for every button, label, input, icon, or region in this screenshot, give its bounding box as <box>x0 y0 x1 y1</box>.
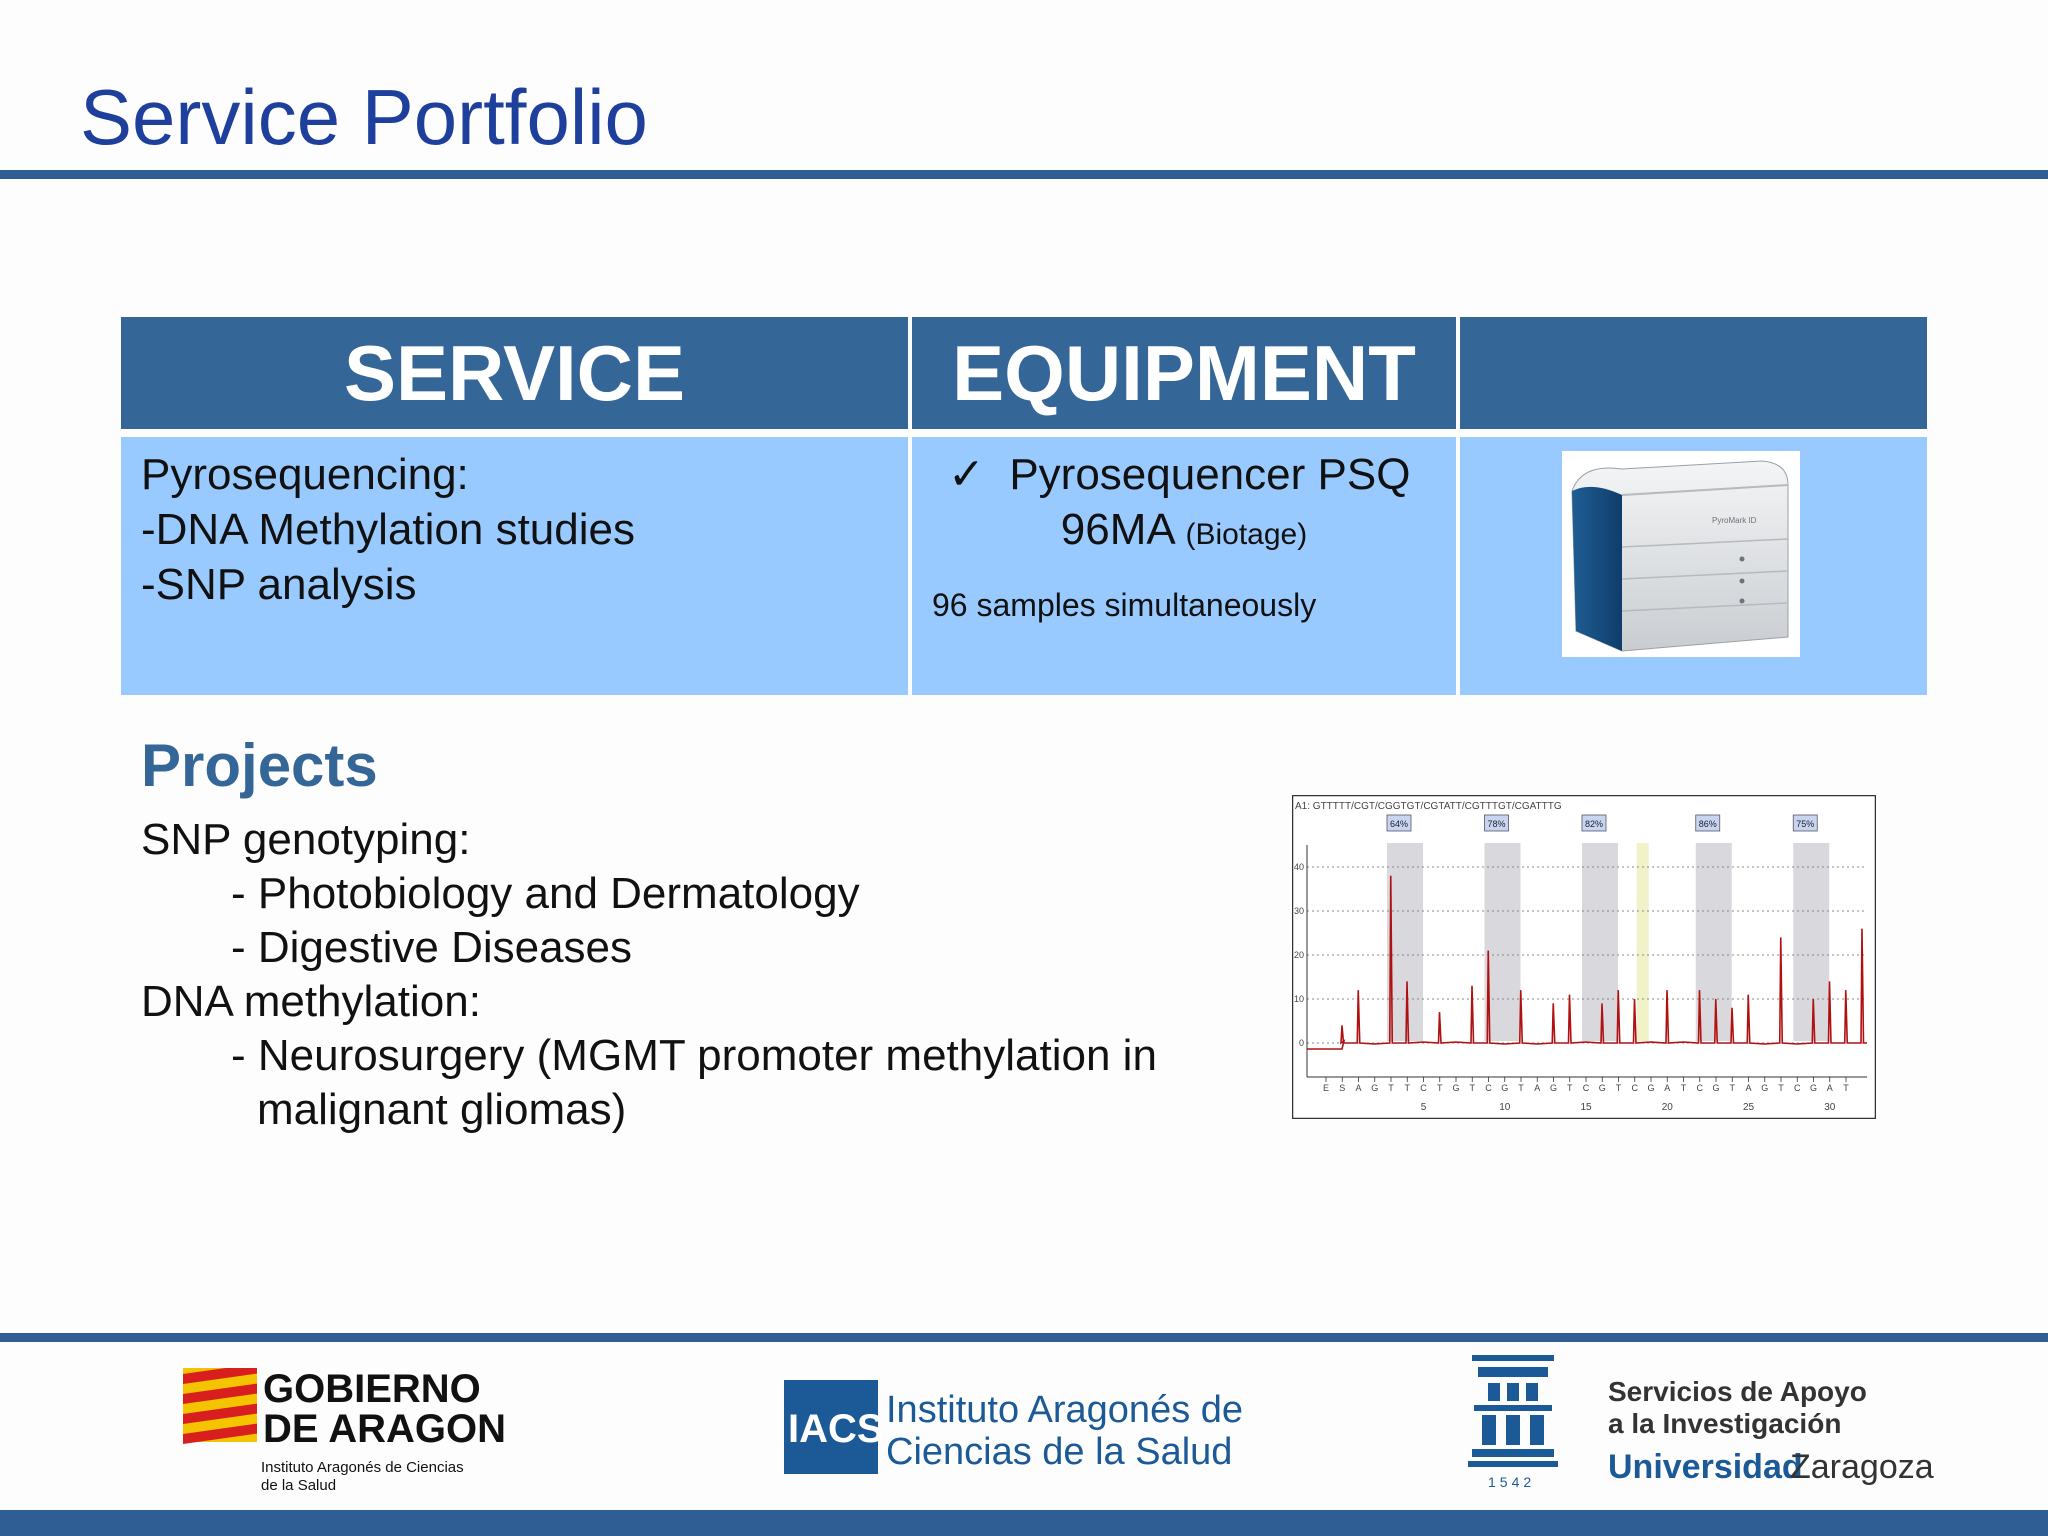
control-band <box>1637 843 1649 1041</box>
dispensation-label: T <box>1778 1083 1784 1093</box>
service-line: Pyrosequencing: <box>141 450 469 499</box>
project-line: - Photobiology and Dermatology <box>231 869 860 918</box>
dispensation-label: T <box>1469 1083 1475 1093</box>
dispensation-label: G <box>1452 1083 1460 1093</box>
methylation-label <box>1387 815 1411 831</box>
dispensation-label: A <box>1826 1083 1833 1093</box>
dispensation-label: G <box>1549 1083 1558 1093</box>
gobierno-aragon-logo <box>183 1368 513 1498</box>
equipment-note: 96 samples simultaneously <box>932 587 1317 623</box>
pyrogram-svg <box>1292 795 1876 1119</box>
x-tick-label: 5 <box>1420 1102 1427 1113</box>
y-tick-label: 10 <box>1293 994 1304 1004</box>
pyrosequencer-image <box>1562 451 1800 657</box>
dispensation-label: T <box>1404 1083 1410 1093</box>
uz-line2: a la Investigación <box>1608 1408 1842 1439</box>
x-tick-label: 15 <box>1580 1102 1592 1113</box>
chart-title: A1: GTTTTT/CGT/CGGTGT/CGTATT/CGTTTGT/CGATTTG <box>1295 801 1562 812</box>
equipment-model <box>912 502 1456 562</box>
dispensation-label: C <box>1631 1083 1638 1093</box>
gob-sub2: de la Salud <box>261 1477 337 1494</box>
dispensation-label: T <box>1567 1083 1573 1093</box>
dispensation-label: G <box>1809 1083 1818 1093</box>
service-table <box>121 317 1927 695</box>
dispensation-label: G <box>1501 1083 1509 1093</box>
iacs-line2: Ciencias de la Salud <box>886 1431 1233 1473</box>
uz-light: Zaragoza <box>1790 1448 1934 1486</box>
dispensation-label: G <box>1598 1083 1606 1093</box>
uz-bold: Universidad <box>1608 1448 1803 1486</box>
dispensation-label: C <box>1696 1083 1703 1093</box>
dispensation-label: A <box>1664 1083 1671 1093</box>
y-tick-label: 20 <box>1293 950 1304 960</box>
dispensation-label: C <box>1794 1083 1801 1093</box>
dispensation-label: C <box>1485 1083 1492 1093</box>
methylation-value: 86% <box>1698 819 1717 829</box>
footer-divider <box>0 1333 2048 1342</box>
gob-line1: GOBIERNO <box>263 1368 481 1411</box>
dispensation-label: T <box>1388 1083 1394 1093</box>
dispensation-label: A <box>1534 1083 1541 1093</box>
methylation-band <box>1696 843 1732 1041</box>
uz-year: 1542 <box>1488 1474 1536 1490</box>
dispensation-label: T <box>1843 1083 1849 1093</box>
project-line: malignant gliomas) <box>257 1085 627 1134</box>
equipment-maker: (Biotage) <box>1185 518 1308 551</box>
service-cell <box>121 437 908 695</box>
project-line: DNA methylation: <box>141 977 481 1026</box>
methylation-label <box>1793 815 1817 831</box>
header-equipment: EQUIPMENT <box>912 317 1456 429</box>
dispensation-label: S <box>1339 1083 1346 1093</box>
y-tick-label: 30 <box>1293 906 1304 916</box>
dispensation-label: C <box>1420 1083 1427 1093</box>
project-line: - Digestive Diseases <box>231 923 633 972</box>
dispensation-label: T <box>1615 1083 1622 1093</box>
service-line: -DNA Methylation studies <box>141 505 635 554</box>
title-divider <box>0 170 2048 179</box>
dispensation-label: E <box>1322 1083 1330 1093</box>
methylation-value: 78% <box>1487 819 1506 829</box>
header-service: SERVICE <box>121 317 908 429</box>
equipment-model-number: 96MA <box>1060 505 1174 554</box>
pyrogram-chart <box>1292 795 1876 1119</box>
dispensation-label: T <box>1729 1083 1735 1093</box>
equipment-image-cell <box>1460 437 1927 695</box>
methylation-value: 82% <box>1584 819 1604 829</box>
printer-label: PyroMark ID <box>1712 516 1757 525</box>
methylation-label <box>1485 815 1509 831</box>
gob-sub1: Instituto Aragonés de Ciencias <box>261 1459 464 1476</box>
iacs-line1: Instituto Aragonés de <box>886 1389 1244 1431</box>
methylation-band <box>1793 843 1829 1041</box>
dispensation-label: G <box>1761 1083 1769 1093</box>
dispensation-label: A <box>1745 1083 1752 1093</box>
dispensation-label: G <box>1712 1083 1720 1093</box>
x-tick-label: 10 <box>1499 1102 1511 1113</box>
project-line: - Neurosurgery (MGMT promoter methylation in <box>231 1031 1157 1080</box>
equipment-name <box>948 447 1410 502</box>
x-tick-label: 30 <box>1824 1102 1836 1113</box>
uz-line1: Servicios de Apoyo <box>1608 1376 1867 1407</box>
x-tick-label: 25 <box>1742 1102 1755 1113</box>
universidad-zaragoza-logo <box>1468 1353 1948 1493</box>
service-line: -SNP analysis <box>141 560 417 609</box>
checkmark-icon: ✓ <box>948 450 985 499</box>
x-tick-label: 20 <box>1661 1102 1673 1113</box>
projects-heading: Projects <box>141 732 378 799</box>
y-tick-label: 0 <box>1298 1038 1304 1048</box>
dispensation-label: G <box>1371 1083 1379 1093</box>
header-image <box>1460 317 1927 429</box>
project-line: SNP genotyping: <box>141 815 471 864</box>
dispensation-label: T <box>1518 1083 1524 1093</box>
methylation-band <box>1582 843 1618 1041</box>
methylation-value: 64% <box>1389 819 1409 829</box>
dispensation-label: A <box>1355 1083 1362 1093</box>
dispensation-label: C <box>1582 1083 1590 1093</box>
gob-line2: DE ARAGON <box>263 1407 506 1451</box>
methylation-value: 75% <box>1796 819 1815 829</box>
footer-bar <box>0 1510 2048 1536</box>
y-tick-label: 40 <box>1293 862 1304 872</box>
iacs-logo <box>784 1378 1264 1478</box>
dispensation-label: G <box>1647 1083 1655 1093</box>
page-title: Service Portfolio <box>80 73 648 161</box>
methylation-label <box>1696 815 1720 831</box>
dispensation-label: T <box>1680 1083 1687 1093</box>
equipment-cell <box>912 437 1456 695</box>
equipment-line1: Pyrosequencer PSQ <box>1009 450 1411 499</box>
iacs-mark: IACS <box>788 1407 884 1451</box>
methylation-label <box>1582 815 1606 831</box>
dispensation-label: T <box>1437 1083 1443 1093</box>
